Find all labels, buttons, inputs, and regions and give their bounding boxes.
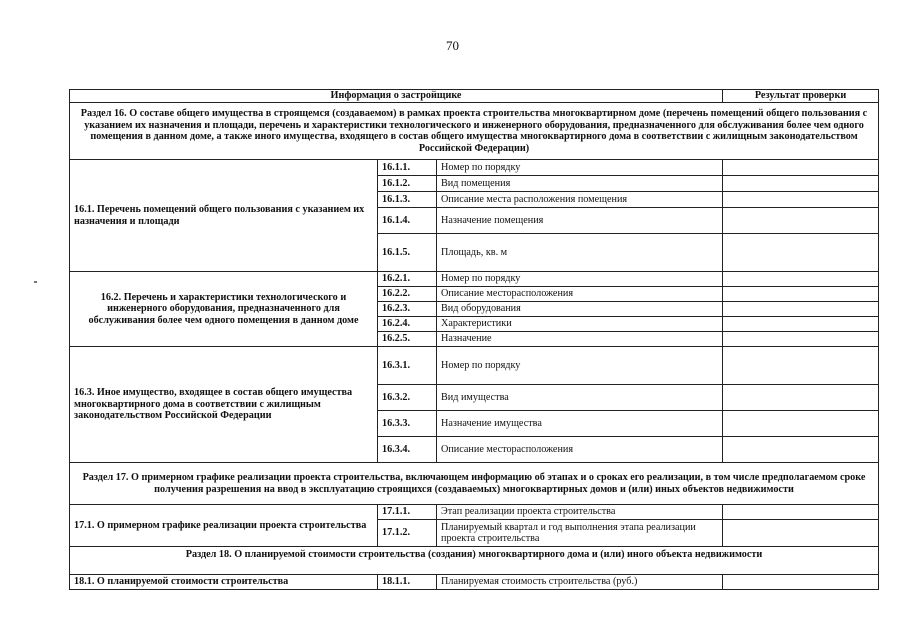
result-cell[interactable]: [723, 160, 879, 176]
header-result: Результат проверки: [723, 90, 879, 103]
row-description: Назначение: [437, 332, 723, 347]
result-cell[interactable]: [723, 317, 879, 332]
row-code: 16.1.1.: [378, 160, 437, 176]
result-cell[interactable]: [723, 575, 879, 590]
row-code: 16.3.4.: [378, 437, 437, 463]
row-code: 16.1.5.: [378, 234, 437, 272]
row-description: Планируемый квартал и год выполнения этапа реализации проекта строительства: [437, 520, 723, 547]
group-18-1-title: 18.1. О планируемой стоимости строительства: [70, 575, 378, 590]
result-cell[interactable]: [723, 208, 879, 234]
row-description: Номер по порядку: [437, 160, 723, 176]
row-description: Площадь, кв. м: [437, 234, 723, 272]
row-code: 16.2.4.: [378, 317, 437, 332]
row-code: 17.1.2.: [378, 520, 437, 547]
result-cell[interactable]: [723, 505, 879, 520]
row-description: Описание месторасположения: [437, 287, 723, 302]
row-description: Этап реализации проекта строительства: [437, 505, 723, 520]
result-cell[interactable]: [723, 520, 879, 547]
section-16-title: Раздел 16. О составе общего имущества в строящемся (создаваемом) в рамках проекта строительства многоквартирном доме (перечень помещений общего пользования с указанием их назначения и площади, перечень и характеристики технологического и инженерного оборудования, предназначенного для обслуживания более чем одного помещения в данном доме, а также иного имущества, входящего в состав общего имущества многоквартирного дома в соответствии с жилищным законодательством Российской Федерации): [70, 103, 879, 160]
result-cell[interactable]: [723, 411, 879, 437]
group-16-1-title: 16.1. Перечень помещений общего пользования с указанием их назначения и площади: [70, 160, 378, 272]
result-cell[interactable]: [723, 234, 879, 272]
developer-info-table: [69, 89, 879, 590]
result-cell[interactable]: [723, 176, 879, 192]
row-code: 16.2.5.: [378, 332, 437, 347]
result-cell[interactable]: [723, 302, 879, 317]
page-number: 70: [446, 38, 459, 53]
row-description: Вид оборудования: [437, 302, 723, 317]
row-code: 16.1.4.: [378, 208, 437, 234]
row-description: Номер по порядку: [437, 347, 723, 385]
row-description: Описание месторасположения: [437, 437, 723, 463]
result-cell[interactable]: [723, 437, 879, 463]
result-cell[interactable]: [723, 192, 879, 208]
row-description: Назначение помещения: [437, 208, 723, 234]
result-cell[interactable]: [723, 287, 879, 302]
row-description: Характеристики: [437, 317, 723, 332]
group-17-1-title: 17.1. О примерном графике реализации проекта строительства: [70, 505, 378, 547]
result-cell[interactable]: [723, 332, 879, 347]
row-description: Номер по порядку: [437, 272, 723, 287]
row-code: 18.1.1.: [378, 575, 437, 590]
header-info: Информация о застройщике: [70, 90, 723, 103]
row-code: 16.3.3.: [378, 411, 437, 437]
group-16-2-title: 16.2. Перечень и характеристики технологического и инженерного оборудования, предназначенного для обслуживания более чем одного помещения в данном доме: [70, 272, 378, 347]
row-code: 17.1.1.: [378, 505, 437, 520]
row-code: 16.2.2.: [378, 287, 437, 302]
scan-speck: [34, 281, 37, 283]
row-code: 16.1.3.: [378, 192, 437, 208]
row-code: 16.2.1.: [378, 272, 437, 287]
row-code: 16.3.2.: [378, 385, 437, 411]
row-description: Вид помещения: [437, 176, 723, 192]
row-description: Описание места расположения помещения: [437, 192, 723, 208]
section-17-title: Раздел 17. О примерном графике реализации проекта строительства, включающем информацию об этапах и о сроках его реализации, в том числе предполагаемом сроке получения разрешения на ввод в эксплуатацию строящихся (создаваемых) многоквартирных домов и (или) иных объектов недвижимости: [70, 463, 879, 505]
row-description: Планируемая стоимость строительства (руб.): [437, 575, 723, 590]
section-18-title: Раздел 18. О планируемой стоимости строительства (создания) многоквартирного дома и (или) иного объекта недвижимости: [70, 547, 879, 575]
row-code: 16.3.1.: [378, 347, 437, 385]
result-cell[interactable]: [723, 385, 879, 411]
row-description: Назначение имущества: [437, 411, 723, 437]
result-cell[interactable]: [723, 272, 879, 287]
row-description: Вид имущества: [437, 385, 723, 411]
group-16-3-title: 16.3. Иное имущество, входящее в состав общего имущества многоквартирного дома в соответствии с жилищным законодательством Российской Федерации: [70, 347, 378, 463]
row-code: 16.1.2.: [378, 176, 437, 192]
row-code: 16.2.3.: [378, 302, 437, 317]
result-cell[interactable]: [723, 347, 879, 385]
